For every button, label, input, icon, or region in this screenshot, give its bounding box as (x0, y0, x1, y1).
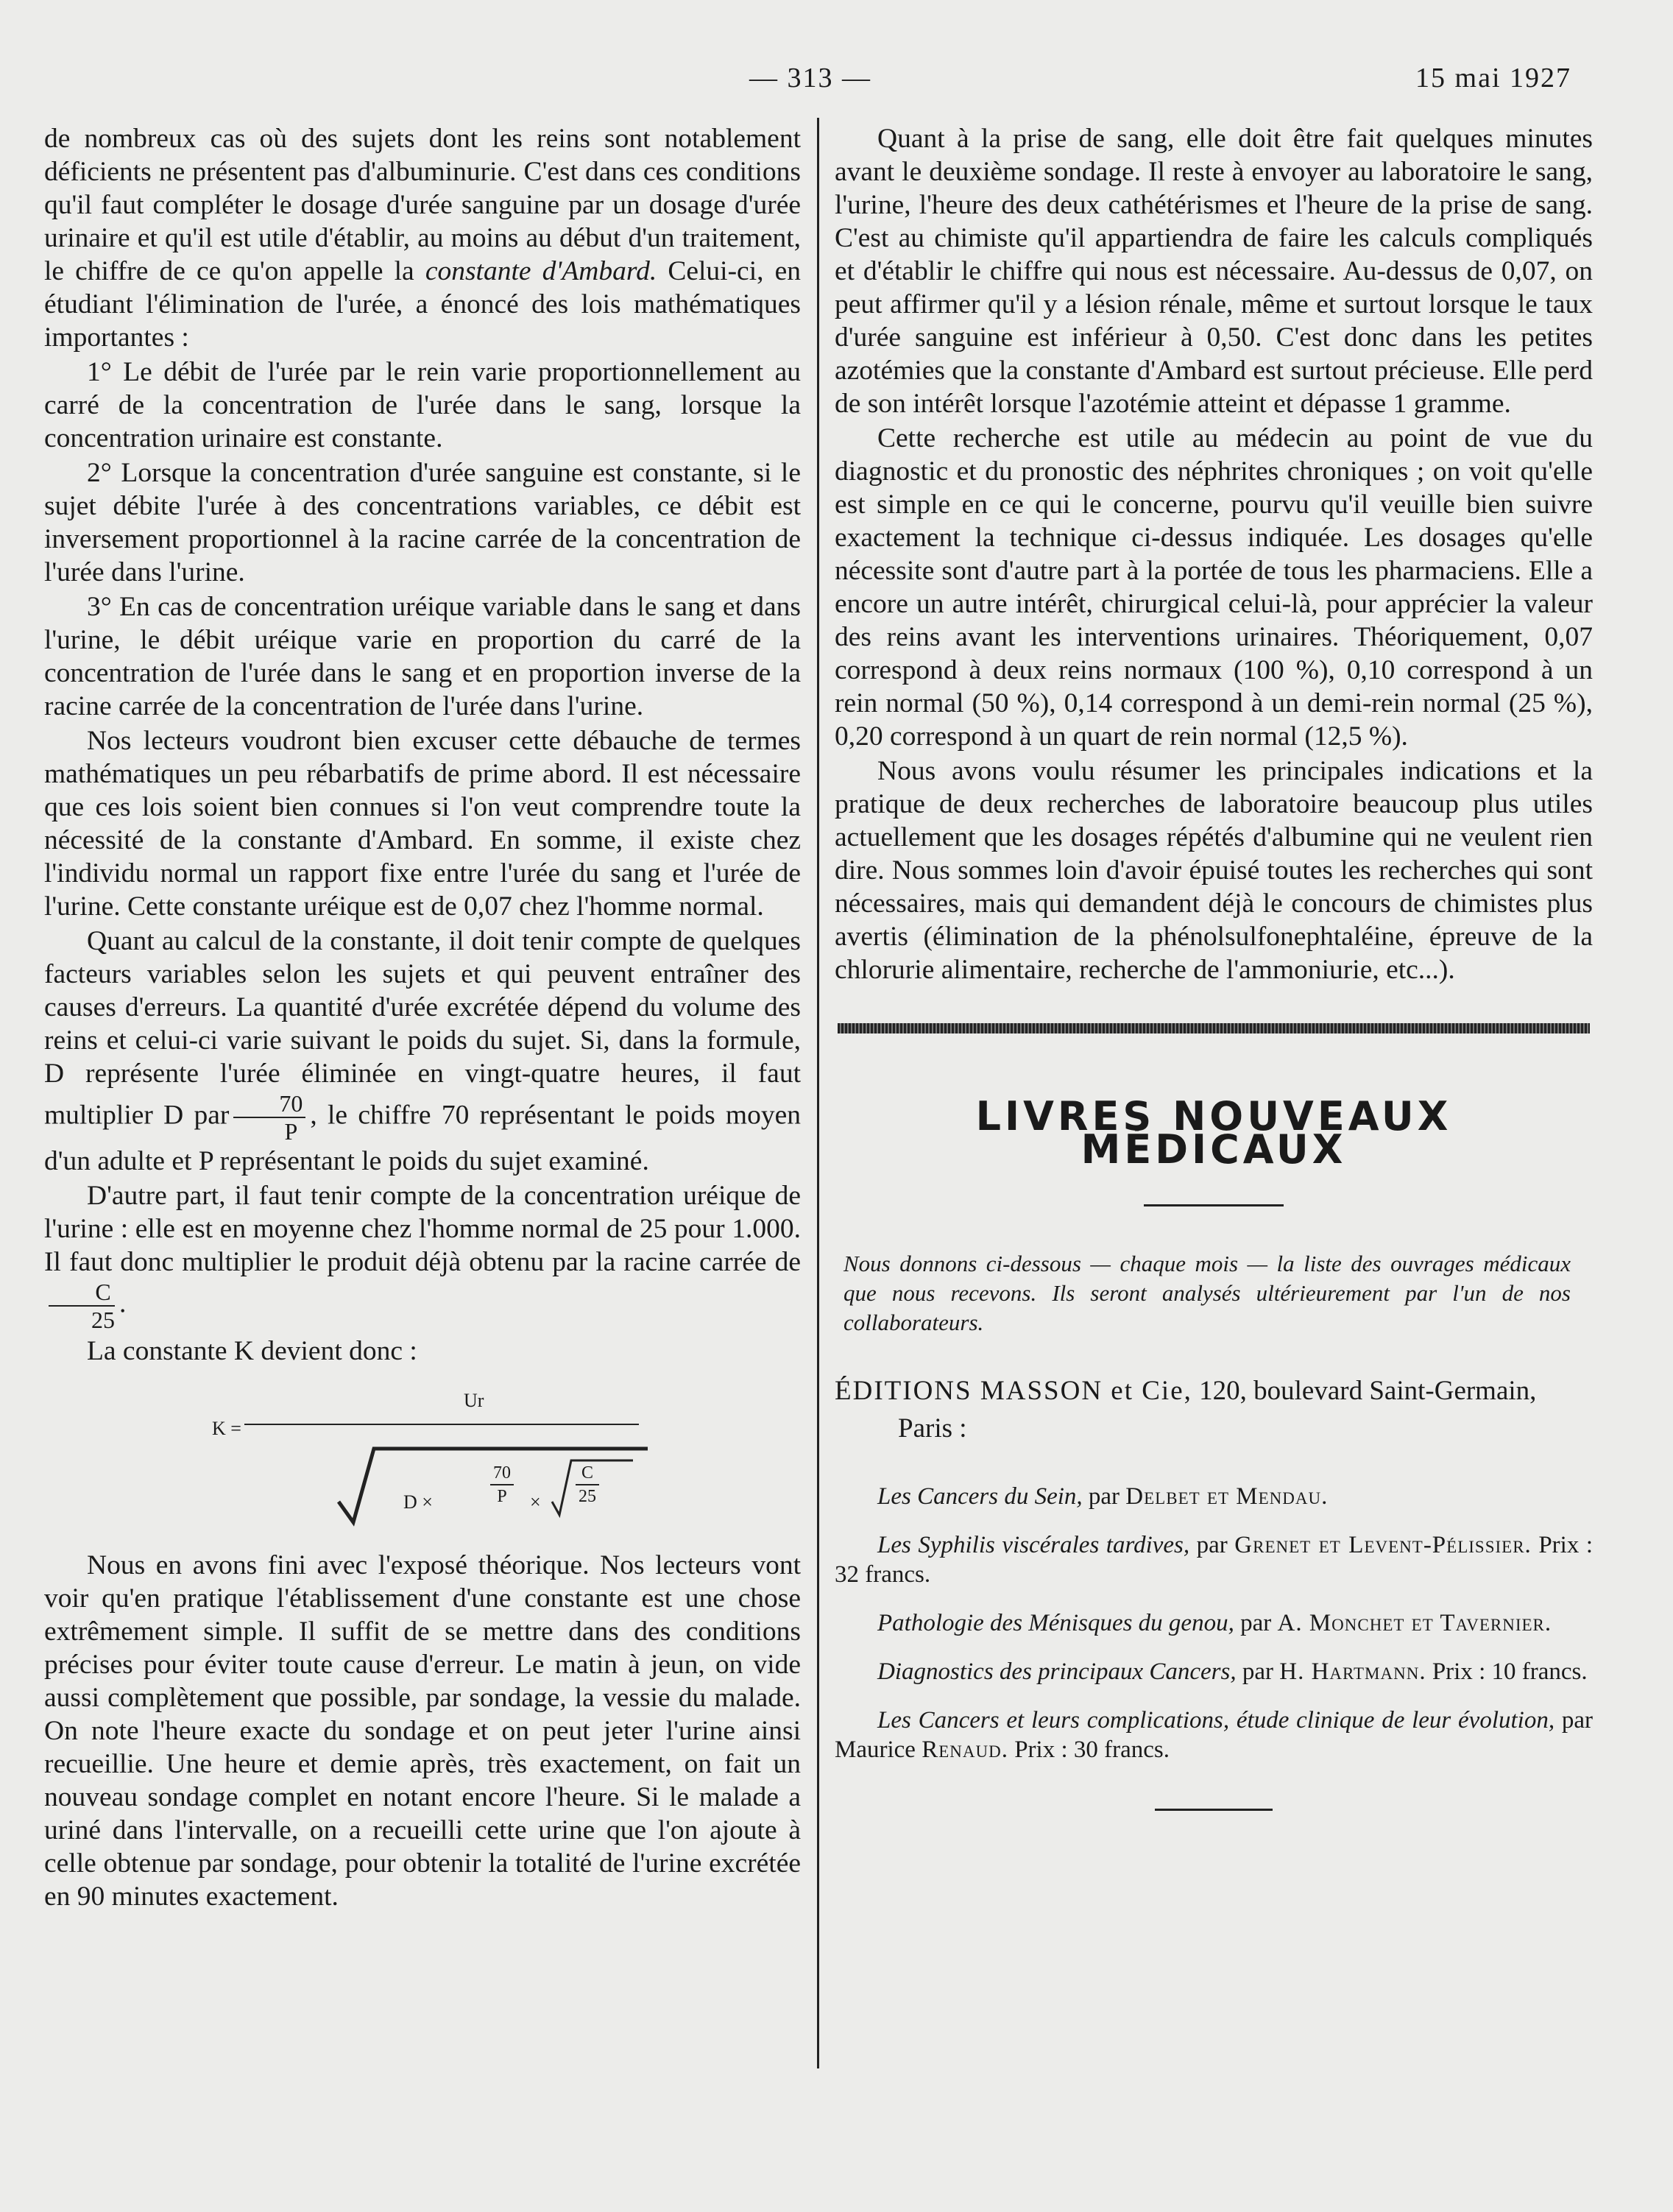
book-entry (835, 1482, 1593, 1511)
book-by: par (1242, 1658, 1274, 1685)
fraction-numerator: 70 (490, 1462, 514, 1485)
law-3: 3° En cas de concentration uréique variable dans le sang et dans l'urine, le débit uréique varie en proportion du carré de la concentration de l'urée dans le sang et en proportion inverse de la racine carrée de la concentration de l'urée dans l'urine. (44, 592, 801, 721)
book-entry (835, 1657, 1593, 1686)
radical-sign-icon (44, 1375, 648, 1530)
book-authors: H. Hartmann. (1279, 1658, 1426, 1685)
publisher-block (835, 1374, 1593, 1445)
book-entry (835, 1706, 1593, 1764)
section-title: LIVRES NOUVEAUX MÉDICAUX (975, 1093, 1452, 1173)
book-list (835, 1482, 1593, 1764)
paragraph-text: D'autre part, il faut tenir compte de la concentration uréique de l'urine : elle est en moyenne chez l'homme normal de 25 pour 1.000. Il faut donc multiplier le produit déjà obtenu par la racine carrée de (44, 1181, 801, 1277)
fraction-numerator: C (49, 1279, 115, 1307)
book-entry (835, 1530, 1593, 1589)
book-price: Prix : 10 francs. (1432, 1658, 1588, 1685)
book-price: Prix : 32 francs. (835, 1532, 1593, 1588)
paragraph-text: Celui-ci, en étudiant l'élimination de l'urée, a énoncé des lois mathématiques importantes : (44, 256, 801, 353)
book-by: par (1240, 1610, 1272, 1636)
italic-term: constante d'Ambard. (425, 256, 657, 286)
formula-70-over-p (490, 1462, 514, 1508)
paragraph: Cette recherche est utile au médecin au point de vue du diagnostic et du pronostic des néphrites chroniques ; on voit qu'elle est simple en ce qui le concerne, pourvu qu'il veuille bien suivre exactement la technique ci-dessus indiquée. Les dosages qu'elle nécessite sont d'autre part à la portée de tous les pharmaciens. Elle a encore un autre intérêt, chirurgical celui-là, pour apprécier la valeur des reins avant les interventions urinaires. Théoriquement, 0,07 correspond à deux reins normaux (100 %), 0,10 correspond à un rein normal (50 %), 0,14 correspond à un demi-rein normal (25 %), 0,20 correspond à un quart de rein normal (12,5 %). (835, 423, 1593, 752)
paragraph-text: , le chiffre 70 représentant le poids moyen d'un adulte et P représentant le poids du sujet examiné. (44, 1100, 801, 1176)
book-title: Pathologie des Ménisques du genou, (877, 1610, 1234, 1636)
publisher-name: ÉDITIONS MASSON et Cie, (835, 1376, 1192, 1406)
paragraph: La constante K devient donc : (87, 1336, 417, 1366)
right-column (835, 122, 1593, 1811)
book-authors: Renaud. (922, 1736, 1008, 1763)
paragraph-text: de nombreux cas où des sujets dont les reins sont notablement déficients ne présentent pas d'albuminurie. C'est dans ces conditions qu'il faut compléter le dosage d'urée sanguine par un dosage d'urée urinaire et qu'il est utile d'établir, au moins au début d'un traitement, le chiffre de ce qu'on appelle la (44, 124, 801, 286)
paragraph: Quant à la prise de sang, elle doit être fait quelques minutes avant le deuxième sondage. Il reste à envoyer au laboratoire le sang, l'urine, l'heure des deux cathétérismes et l'heure de la prise de sang. C'est au chimiste qu'il appartiendra de faire les calculs compliqués et d'établir le chiffre qui nous est nécessaire. Au-dessus de 0,07, on peut affirmer qu'il y a lésion rénale, même et surtout lorsque le taux d'urée sanguine est inférieur à 0,50. C'est donc dans les petites azotémies que la constante d'Ambard est surtout précieuse. Elle perd de son intérêt lorsque l'azotémie atteint et dépasse 1 gramme. (835, 124, 1593, 419)
fraction-c-over-25 (49, 1279, 115, 1333)
book-price: Prix : 30 francs. (1014, 1736, 1170, 1763)
paragraph-text: Quant au calcul de la constante, il doit tenir compte de quelques facteurs variables selon les sujets et qui peuvent entraîner des causes d'erreurs. La quantité d'urée excrétée dépend du volume des reins et celui-ci varie suivant le poids du sujet. Si, dans la formule, D représente l'urée éliminée en vingt-quatre heures, il faut multiplier D par (44, 926, 801, 1131)
fraction-70-over-p (233, 1090, 305, 1145)
paragraph: Nous avons voulu résumer les principales indications et la pratique de deux recherches de laboratoire beaucoup plus utiles actuellement que les dosages répétés d'albumine qui ne veulent rien dire. Nous sommes loin d'avoir épuisé toutes les recherches qui sont nécessaires, mais qui demandent déjà le concours de chimistes plus avertis (élimination de la phénolsulfonephtaléine, épreuve de la chlorurie alimentaire, recherche de l'ammoniurie, etc...). (835, 756, 1593, 985)
fraction-denominator: 25 (579, 1487, 596, 1506)
book-title: Diagnostics des principaux Cancers, (877, 1658, 1237, 1685)
book-title: Les Syphilis viscérales tardives, (877, 1532, 1190, 1558)
issue-date: 15 mai 1927 (1415, 63, 1571, 93)
book-authors: Delbet et Mendau. (1125, 1483, 1329, 1510)
fraction-denominator: 25 (91, 1307, 115, 1333)
book-by: par (1196, 1532, 1228, 1558)
fraction-numerator: C (576, 1462, 599, 1485)
book-by: par Maurice (835, 1707, 1594, 1763)
book-authors: Grenet et Levent-Pélissier. (1234, 1532, 1532, 1558)
book-by: par (1088, 1483, 1120, 1510)
left-column (44, 122, 801, 1915)
section-intro: Nous donnons ci-dessous — chaque mois — la liste des ouvrages médicaux que nous recevons. Ils seront analysés ultérieurement par l'un de nos collaborateurs. (843, 1251, 1571, 1335)
constant-k-formula (44, 1375, 801, 1530)
paragraph: Nos lecteurs voudront bien excuser cette débauche de termes mathématiques un peu rébarbatifs de prime abord. Il est nécessaire que ces lois soient bien connues si l'on veut comprendre toute la nécessité de la constante d'Ambard. En somme, il existe chez l'individu normal un rapport fixe entre l'urée du sang et l'urée de l'urine. Cette constante uréique est de 0,07 chez l'homme normal. (44, 726, 801, 922)
book-entry (835, 1608, 1593, 1638)
publisher-address: 120, boulevard Saint-Germain, (1199, 1376, 1537, 1406)
formula-numerator: Ur (464, 1390, 484, 1411)
law-2: 2° Lorsque la concentration d'urée sanguine est constante, si le sujet débite l'urée à des concentrations variables, ce débit est inversement proportionnel à la racine carrée de la concentration de l'urée dans l'urine. (44, 458, 801, 587)
publisher-city: Paris : (898, 1413, 967, 1444)
formula-d: D × (403, 1491, 433, 1513)
fraction-denominator: P (497, 1487, 507, 1506)
paragraph (44, 1179, 801, 1333)
fraction-numerator: 70 (233, 1090, 305, 1118)
book-title: Les Cancers du Sein, (877, 1483, 1083, 1510)
book-authors: A. Monchet et Tavernier. (1277, 1610, 1552, 1636)
paragraph-text: . (119, 1288, 127, 1319)
page-number: — 313 — (749, 63, 871, 93)
law-1: 1° Le débit de l'urée par le rein varie proportionnellement au carré de la concentration de l'urée dans le sang, lorsque la concentration urinaire est constante. (44, 357, 801, 453)
fraction-denominator: P (284, 1118, 298, 1145)
formula-c-over-25 (576, 1462, 599, 1508)
paragraph (44, 122, 801, 354)
end-rule (1155, 1809, 1273, 1811)
formula-times: × (530, 1491, 541, 1513)
section-divider (838, 1023, 1590, 1033)
paragraph (44, 925, 801, 1178)
paragraph: Nous en avons fini avec l'exposé théorique. Nos lecteurs vont voir qu'en pratique l'établissement d'une constante est une chose extrêmement simple. Il suffit de se mettre dans des conditions précises pour éviter toute cause d'erreur. Le matin à jeun, on vide aussi complètement que possible, par sondage, la vessie du malade. On note l'heure exacte du sondage et on peut jeter l'urine ainsi recueillie. Une heure et demie après, très exactement, on fait un nouveau sondage complet en notant encore l'heure. Si le malade a uriné dans l'intervalle, on a recueilli cette urine que l'on ajoute à celle obtenue par sondage, pour obtenir la totalité de l'urine excrétée en 90 minutes exactement. (44, 1550, 801, 1912)
book-title: Les Cancers et leurs complications, étude clinique de leur évolution, (877, 1707, 1555, 1734)
column-divider (817, 118, 819, 2068)
title-underline (1144, 1204, 1284, 1206)
formula-k-label: K = (212, 1418, 241, 1439)
